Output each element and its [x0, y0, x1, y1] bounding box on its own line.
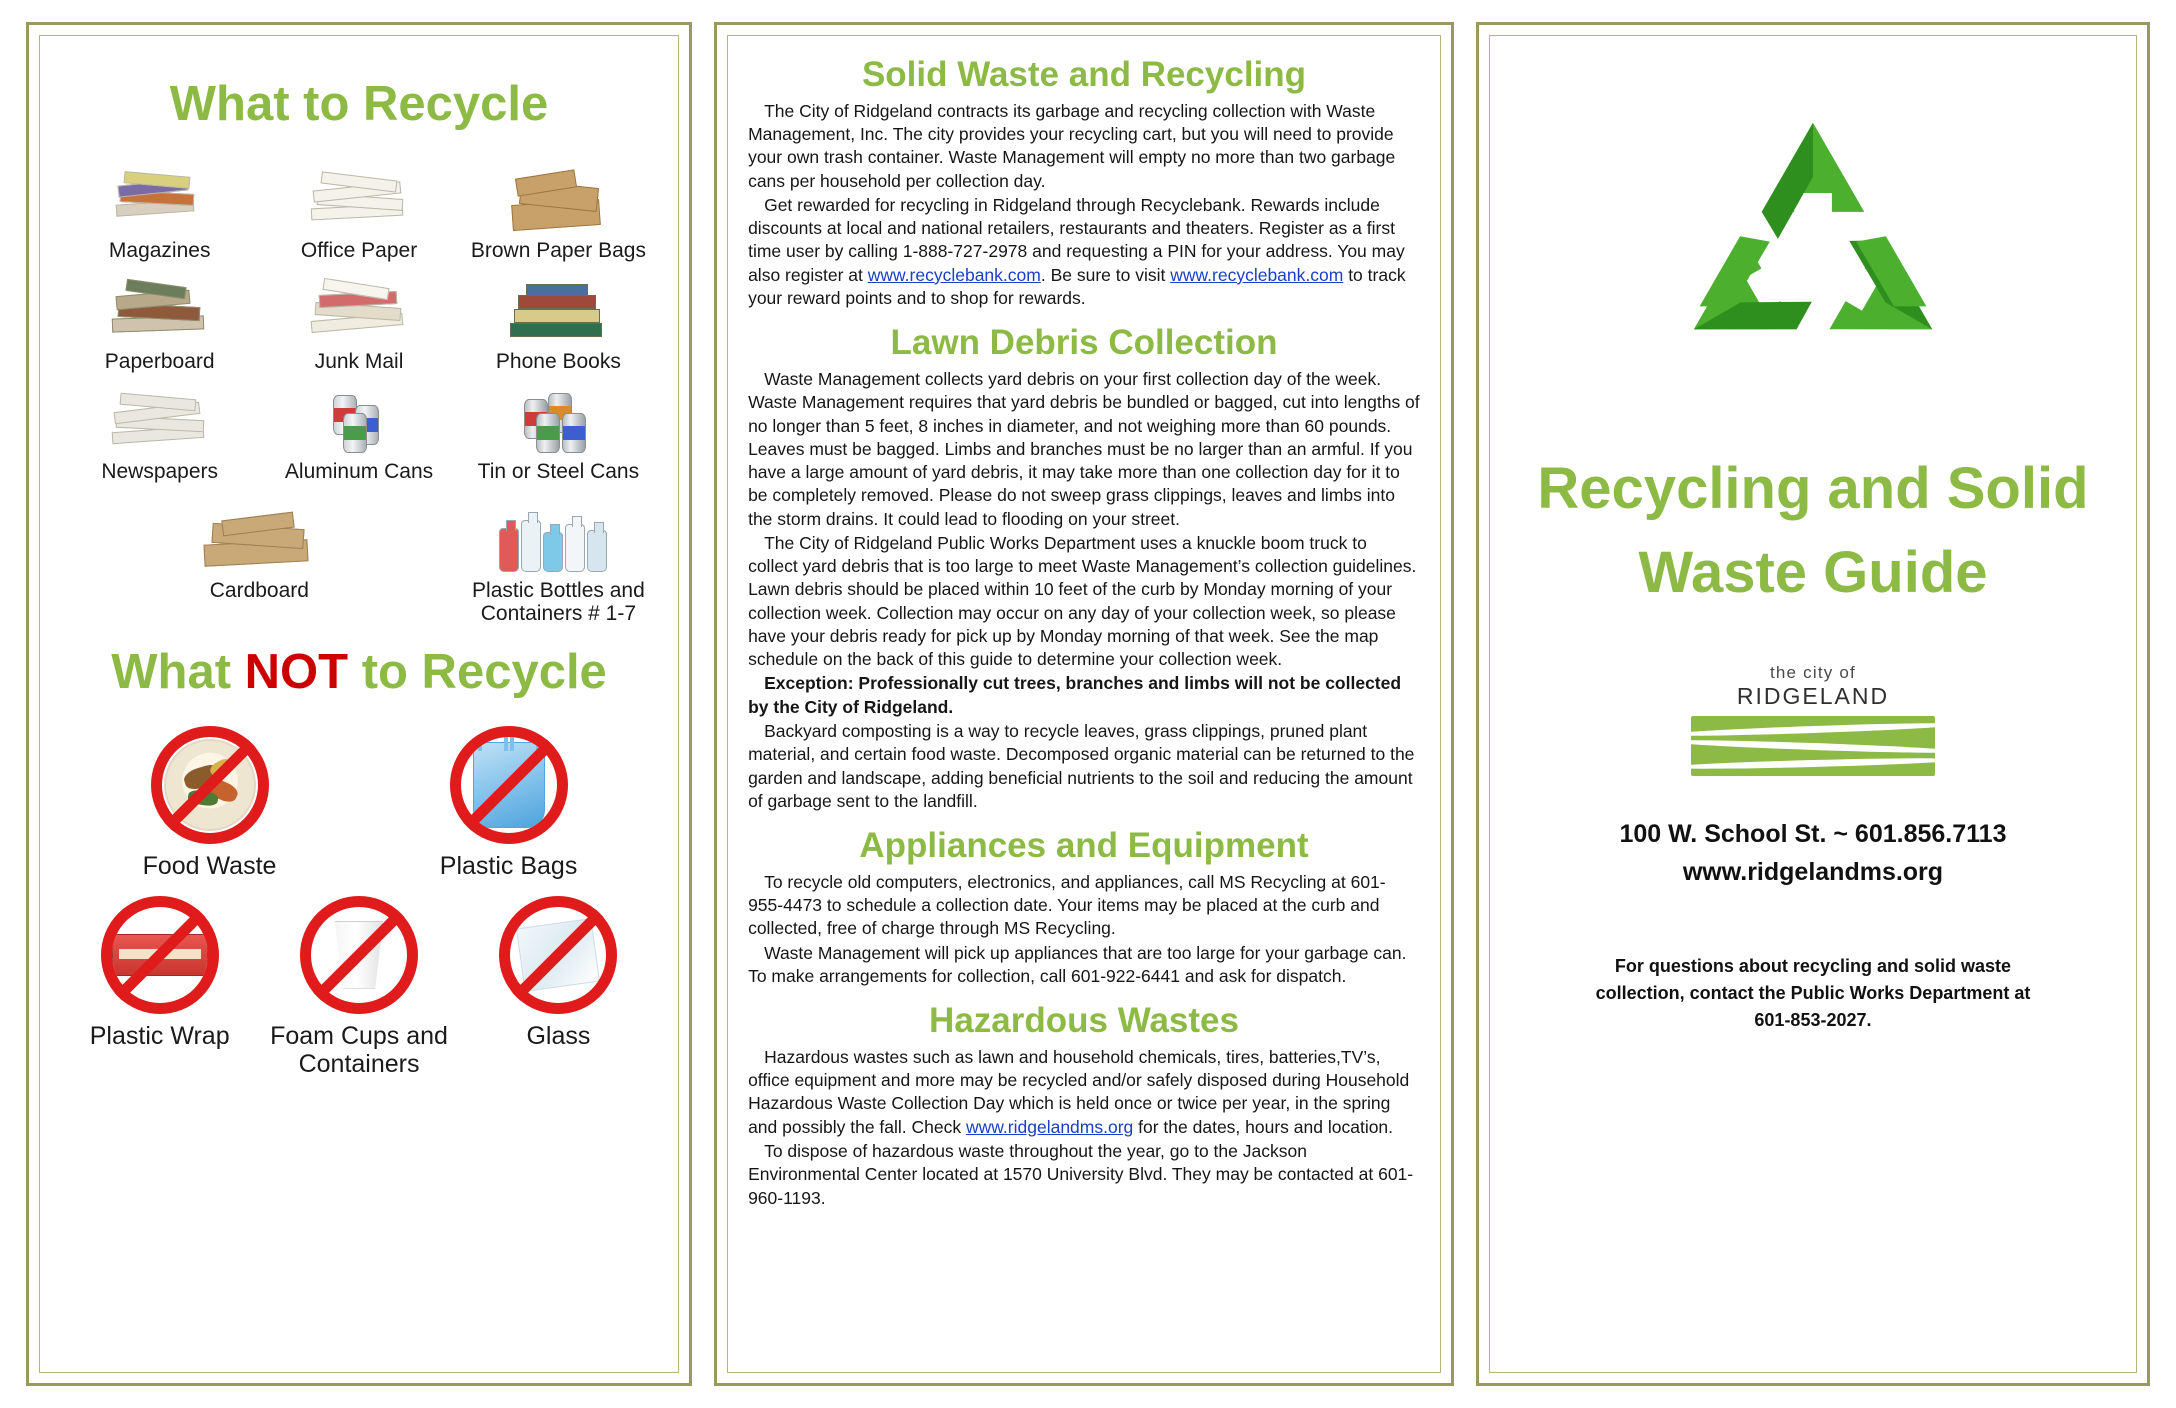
recycle-item-label: Magazines	[108, 239, 211, 262]
lawn-debris-paragraph-2: The City of Ridgeland Public Works Department uses a knuckle boom truck to collect yard debris that is too large to meet Waste Management’s collection guidelines. Lawn debris should be placed within 10 feet of the curb by Monday morning of your collection week. Collection may occur on any day of your collection week, so please have your debris ready for pick up by Monday morning of that week. See the map schedule on the back of this guide to determine your collection week.	[748, 532, 1417, 670]
hazardous-paragraph-1: Hazardous wastes such as lawn and household chemicals, tires, batteries,TV’s, office equipment and more may be recycled and/or safely disposed during Household Hazardous Waste Collection Day which is held once or twice per year, in the spring and possibly the fall. Check www.ridgelandms.org for the dates, hours and location.	[748, 1046, 1410, 1137]
not-recycle-item	[143, 726, 277, 880]
not-heading-part-1: What	[111, 644, 245, 699]
section-title-lawn-debris: Lawn Debris Collection	[890, 323, 1278, 363]
recycle-item-label: Junk Mail	[314, 349, 404, 373]
not-recycle-grid-row-2	[60, 896, 658, 1078]
city-logo	[1691, 663, 1935, 776]
cover-title: Recycling and Solid Waste Guide	[1537, 456, 2089, 606]
recycle-item-label: Tin or Steel Cans	[477, 460, 640, 484]
recycle-item	[259, 379, 458, 484]
footer-note: For questions about recycling and solid waste collection, contact the Public Works Department at 601-853-2027.	[1595, 956, 2031, 1031]
food-waste-prohibited-icon	[151, 726, 269, 844]
solid-waste-paragraph-2: Get rewarded for recycling in Ridgeland through Recyclebank. Rewards include discounts at local and national retailers, restaurants and theaters. Register as a first time user by calling 1-888-727-2978 and requesting a PIN for your address. You may also register at www.recyclebank.com. Be sure to visit www.recyclebank.com to track your reward points and to shop for rewards.	[748, 194, 1406, 308]
plastic-wrap-prohibited-icon	[101, 896, 219, 1014]
lawn-debris-exception: Exception: Professionally cut trees, branches and limbs will not be collected by the City of Ridgeland.	[748, 673, 1402, 717]
panel-left-inner	[39, 35, 679, 1373]
recycle-item-label: Brown Paper Bags	[470, 239, 646, 262]
recycle-item-label: Newspapers	[101, 460, 219, 484]
city-logo-tagline: the city of	[1769, 663, 1856, 683]
panel-right-inner	[1489, 35, 2137, 1373]
cover-content	[1510, 50, 2116, 1358]
not-recycle-item-label: Food Waste	[142, 851, 277, 880]
recycle-item	[259, 158, 458, 263]
glass-prohibited-icon	[499, 896, 617, 1014]
address-line: 100 W. School St. ~ 601.856.7113	[1619, 820, 2007, 849]
office-paper-icon	[311, 158, 407, 232]
junk-mail-icon	[311, 269, 407, 343]
city-logo-text	[1691, 663, 1935, 710]
not-recycle-item-label: Glass	[526, 1021, 591, 1050]
recycle-item-label: Cardboard	[209, 578, 309, 602]
panel-what-to-recycle	[26, 22, 692, 1386]
website-line: www.ridgelandms.org	[1682, 857, 1944, 886]
recycle-item-label: Paperboard	[104, 349, 215, 373]
what-to-recycle-heading: What to Recycle	[169, 77, 549, 131]
appliances-paragraph-2: Waste Management will pick up appliances that are too large for your garbage can. To make arrangements for collection, call 601-922-6441 and ask for dispatch.	[748, 942, 1407, 986]
panel-information	[714, 22, 1454, 1386]
tin-steel-cans-icon	[510, 379, 606, 453]
not-recycle-item-label: Foam Cups and Containers	[270, 1021, 448, 1078]
hazardous-paragraph-2: To dispose of hazardous waste throughout the year, go to the Jackson Environmental Center located at 1570 University Blvd. They may be contacted at 601-960-1193.	[748, 1141, 1414, 1208]
recycle-item-label: Phone Books	[495, 349, 621, 373]
recycle-item-label: Office Paper	[300, 239, 418, 262]
recycle-item	[459, 498, 658, 626]
not-recycle-item	[90, 896, 230, 1078]
recycle-item	[459, 269, 658, 374]
recycle-item	[60, 379, 259, 484]
what-not-to-recycle-heading	[60, 644, 658, 700]
not-recycle-item	[440, 726, 578, 880]
magazines-icon	[112, 158, 208, 232]
newspapers-icon	[112, 379, 208, 453]
city-logo-waves-icon	[1691, 716, 1935, 776]
appliances-paragraph-1: To recycle old computers, electronics, and appliances, call MS Recycling at 601-955-4473 to schedule a collection date. Your items may be placed at the curb and collected, free of charge through MS Recycling.	[748, 871, 1386, 939]
ridgelandms-link[interactable]: www.ridgelandms.org	[965, 1116, 1134, 1137]
recycle-item-label: Plastic Bottles and Containers # 1-7	[472, 578, 645, 626]
not-heading-emphasis: NOT	[244, 644, 349, 699]
contact-block	[1619, 816, 2006, 891]
solid-waste-paragraph-1: The City of Ridgeland contracts its garbage and recycling collection with Waste Management, Inc. The city provides your recycling cart, but you will need to provide your own trash container. Waste Management will empty no more than two garbage cans per household per collection day.	[748, 100, 1396, 191]
paperboard-icon	[112, 269, 208, 343]
section-title-solid-waste: Solid Waste and Recycling	[861, 55, 1307, 94]
section-title-appliances: Appliances and Equipment	[859, 826, 1309, 866]
not-recycle-item	[499, 896, 617, 1078]
phone-books-icon	[510, 269, 606, 343]
not-heading-part-2: to Recycle	[348, 644, 607, 699]
lawn-debris-paragraph-1: Waste Management collects yard debris on your first collection day of the week. Waste Management requires that yard debris be bundled or bagged, cut into lengths of no longer than 5 feet, 8 inches in diameter, and not weighing more than 60 pounds. Leaves must be bagged. Limbs and branches must be no larger than an armful. If you have a large amount of yard debris, it may take more than one collection day for it to be completely removed. Please do not sweep grass clippings, leaves and limbs into the storm drains. It could lead to flooding on your street.	[748, 368, 1420, 529]
recycle-item-label: Aluminum Cans	[284, 460, 434, 484]
recyclebank-link-1[interactable]: www.recyclebank.com	[867, 264, 1041, 285]
section-title-hazardous: Hazardous Wastes	[929, 1001, 1239, 1041]
not-recycle-grid-row-1	[60, 726, 658, 880]
plastic-bottles-icon	[495, 498, 621, 572]
recycle-item	[459, 379, 658, 484]
brown-paper-bags-icon	[510, 158, 606, 232]
recycle-items-grid	[60, 158, 658, 626]
recycle-item	[259, 269, 458, 374]
plastic-bags-prohibited-icon	[450, 726, 568, 844]
recycle-item	[60, 158, 259, 263]
not-recycle-item	[259, 896, 458, 1078]
city-logo-name: RIDGELAND	[1736, 683, 1890, 710]
not-recycle-item-label: Plastic Wrap	[89, 1021, 230, 1050]
foam-cups-prohibited-icon	[300, 896, 418, 1014]
panel-middle-inner	[727, 35, 1441, 1373]
recycling-symbol-icon	[1648, 112, 1978, 387]
not-recycle-item-label: Plastic Bags	[439, 851, 578, 880]
recycle-item	[60, 498, 459, 626]
aluminum-cans-icon	[311, 379, 407, 453]
lawn-debris-paragraph-4: Backyard composting is a way to recycle leaves, grass clippings, pruned plant material, and certain food waste. Decomposed organic material can be returned to the garden and landscape, adding beneficial nutrients to the soil and reducing the amount of garbage sent to the landfill.	[748, 720, 1415, 811]
recycle-item	[459, 158, 658, 263]
recycle-item	[60, 269, 259, 374]
cardboard-icon	[204, 498, 314, 572]
recyclebank-link-2[interactable]: www.recyclebank.com	[1170, 264, 1344, 285]
panel-cover	[1476, 22, 2150, 1386]
